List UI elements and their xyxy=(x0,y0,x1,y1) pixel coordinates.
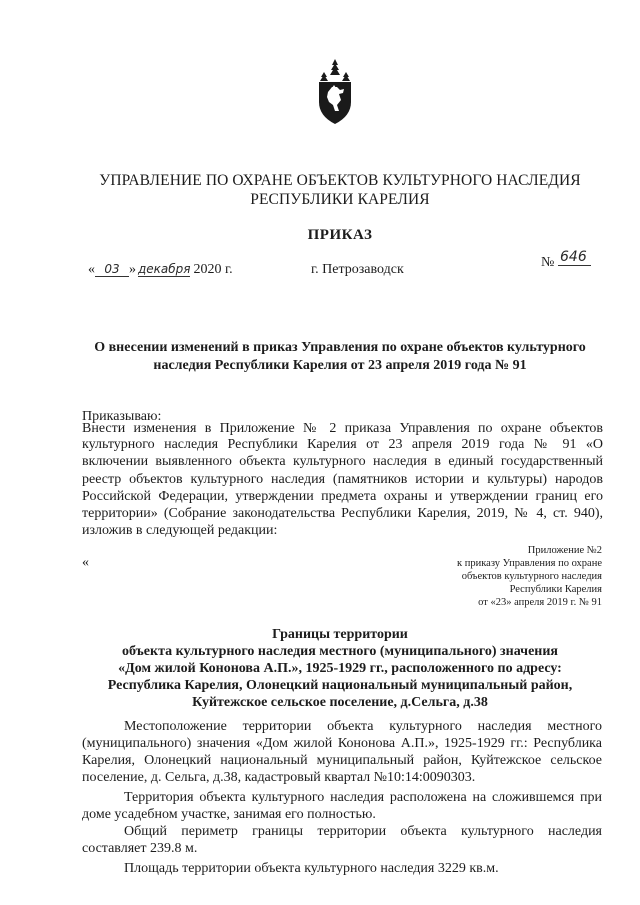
order-intro: Приказываю: xyxy=(82,409,162,424)
boundaries-title-line: Границы территории xyxy=(272,627,408,642)
location-text-line: поселение, д. Сельга, д.38, кадастровый квартал №10:14:0090303. xyxy=(82,770,476,785)
date-year: 2020 г. xyxy=(193,262,233,277)
territory-text-line: доме усадебном участке, занимая его полностью. xyxy=(82,807,376,822)
order-number-label: № xyxy=(541,255,555,270)
order-subject-line2: наследия Республики Карелия от 23 апреля 2019 года № 91 xyxy=(153,358,527,373)
date-line xyxy=(88,262,233,278)
appendix-line: объектов культурного наследия xyxy=(461,571,602,582)
boundaries-title-line: «Дом жилой Кононова А.П.», 1925-1929 гг., расположенного по адресу: xyxy=(118,661,562,676)
order-text-line: территории» (Собрание законодательства Республики Карелия, 2019, № 4, ст. 940), xyxy=(82,506,603,521)
boundaries-title-line: Республика Карелия, Олонецкий национальный муниципальный район, xyxy=(107,678,573,693)
area-text-line: Площадь территории объекта культурного наследия 3229 кв.м. xyxy=(124,861,499,876)
location-text-line: (муниципального) значения «Дом жилой Кононова А.П.», 1925-1929 гг.: Республика xyxy=(82,736,602,751)
perimeter-text-line: составляет 239.8 м. xyxy=(82,841,198,856)
order-text-line: реестр объектов культурного наследия (памятников истории и культуры) народов xyxy=(82,472,603,487)
date-month-handwritten: декабря xyxy=(138,262,191,276)
document-type-title: ПРИКАЗ xyxy=(307,227,373,243)
date-open-quote: « xyxy=(88,262,95,277)
boundaries-title-line: объекта культурного наследия местного (муниципального) значения xyxy=(121,644,558,659)
territory-text-line: Территория объекта культурного наследия расположена на сложившемся при xyxy=(124,790,602,805)
amendment-open-quote: « xyxy=(82,555,89,570)
appendix-line: Приложение №2 xyxy=(527,545,602,556)
date-day-handwritten: 03 xyxy=(95,262,129,277)
appendix-line: к приказу Управления по охране xyxy=(457,558,602,569)
order-number-handwritten: 646 xyxy=(558,249,591,266)
city-name: г. Петрозаводск xyxy=(311,262,404,277)
perimeter-text-line: Общий периметр границы территории объекта культурного наследия xyxy=(124,824,602,839)
location-text-line: Местоположение территории объекта культурного наследия местного xyxy=(124,719,602,734)
order-text-line: Внести изменения в Приложение № 2 приказа Управления по охране объектов xyxy=(82,421,603,436)
order-text-line: Российской Федерации, утверждении предмета охраны и утверждении границ его xyxy=(82,489,603,504)
karelia-coat-of-arms-emblem xyxy=(316,58,354,126)
location-text-line: Карелия, Олонецкий национальный муниципальный район, Куйтежское сельское xyxy=(82,753,602,768)
organization-name-line2: РЕСПУБЛИКИ КАРЕЛИЯ xyxy=(250,191,430,208)
appendix-line: Республики Карелия xyxy=(509,584,602,595)
organization-name-line1: УПРАВЛЕНИЕ ПО ОХРАНЕ ОБЪЕКТОВ КУЛЬТУРНОГО НАСЛЕДИЯ xyxy=(99,172,581,189)
order-text-line: культурного наследия Республики Карелия от 23 апреля 2019 года № 91 «О xyxy=(82,437,603,452)
appendix-line: от «23» апреля 2019 г. № 91 xyxy=(478,597,602,608)
boundaries-title-line: Куйтежское сельское поселение, д.Сельга, д.38 xyxy=(192,695,488,710)
date-close-quote: » xyxy=(129,262,136,277)
order-subject-line1: О внесении изменений в приказ Управления по охране объектов культурного xyxy=(94,340,586,355)
order-text-line: изложив в следующей редакции: xyxy=(82,523,278,538)
order-text-line: включении выявленного объекта культурного наследия в единый государственный xyxy=(82,454,603,469)
